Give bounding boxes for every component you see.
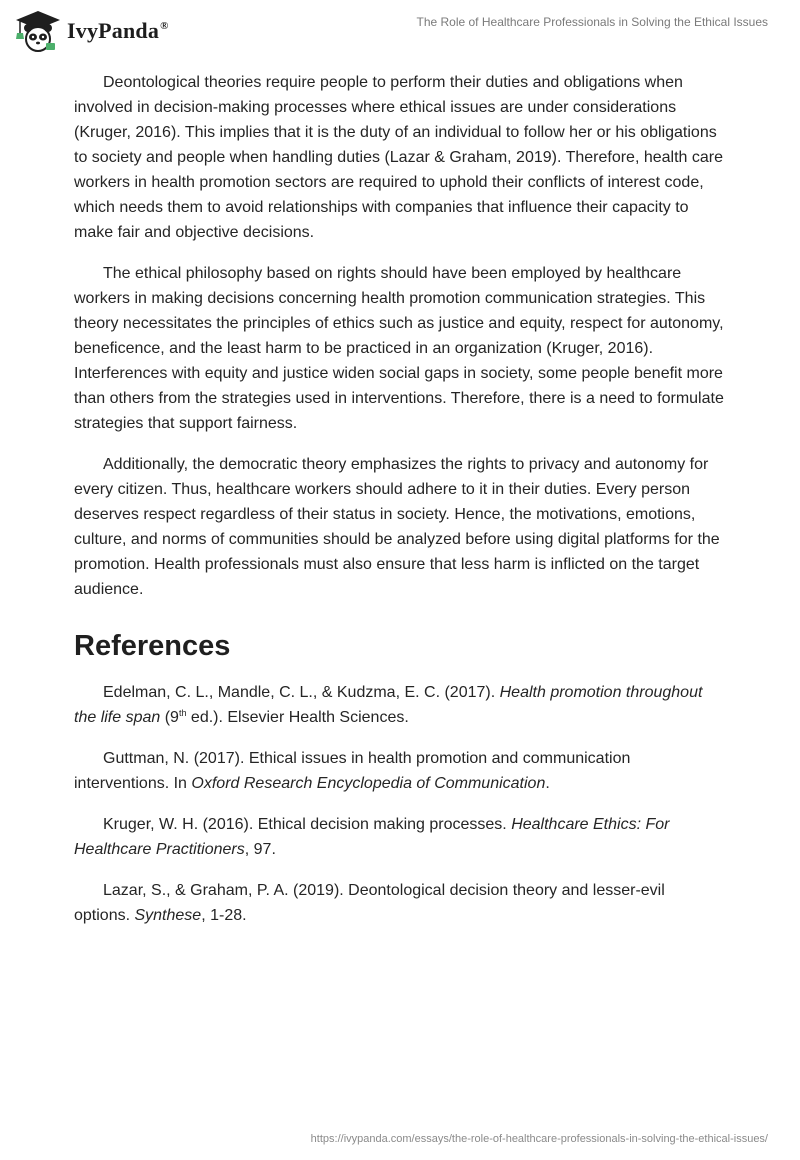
reference-item: Edelman, C. L., Mandle, C. L., & Kudzma, E. C. (2017). Health promotion throughout the life span (9th ed.). Elsevier Health Sciences.	[74, 684, 703, 726]
body-paragraph: Additionally, the democratic theory emphasizes the rights to privacy and autonomy for every citizen. Thus, healthcare workers should adhere to it in their duties. Every person deserves respect regardless of their status in society. Hence, the motivations, emotions, culture, and norms of communities should be analyzed before using digital platforms for the promotion. Health professionals must also ensure that less harm is inflicted on the target audience.	[74, 456, 720, 598]
brand-name: IvyPanda®	[67, 18, 169, 43]
references-heading: References	[74, 630, 231, 662]
body-paragraph: Deontological theories require people to perform their duties and obligations when involved in decision-making processes where ethical issues are under considerations (Kruger, 2016). This implies that it is the duty of an individual to follow her or his obligations to society and people when handling duties (Lazar & Graham, 2019). Therefore, health care workers in health promotion sectors are required to uphold their conflicts of interest code, which needs them to avoid relationships with companies that influence their capacity to make fair and objective decisions.	[74, 74, 723, 241]
reference-item: Lazar, S., & Graham, P. A. (2019). Deontological decision theory and lesser-evil options. Synthese, 1-28.	[74, 882, 665, 924]
panda-graduate-icon	[14, 9, 62, 53]
document-title: The Role of Healthcare Professionals in Solving the Ethical Issues	[416, 15, 768, 29]
body-paragraph: The ethical philosophy based on rights should have been employed by healthcare workers in making decisions concerning health promotion communication strategies. This theory necessitates the principles of ethics such as justice and equity, respect for autonomy, beneficence, and the least harm to be practiced in an organization (Kruger, 2016). Interferences with equity and justice widen social gaps in society, some people benefit more than others from the strategies used in interventions. Therefore, there is a need to formulate strategies that support fairness.	[74, 265, 724, 432]
reference-item: Guttman, N. (2017). Ethical issues in health promotion and communication interventions. In Oxford Research Encyclopedia of Communication.	[74, 750, 631, 792]
source-url-link[interactable]: https://ivypanda.com/essays/the-role-of-healthcare-professionals-in-solving-the-ethical-issues/	[310, 1133, 768, 1145]
essay-body	[74, 70, 724, 944]
site-logo[interactable]	[14, 9, 169, 53]
reference-item: Kruger, W. H. (2016). Ethical decision making processes. Healthcare Ethics: For Healthcare Practitioners, 97.	[74, 816, 670, 858]
